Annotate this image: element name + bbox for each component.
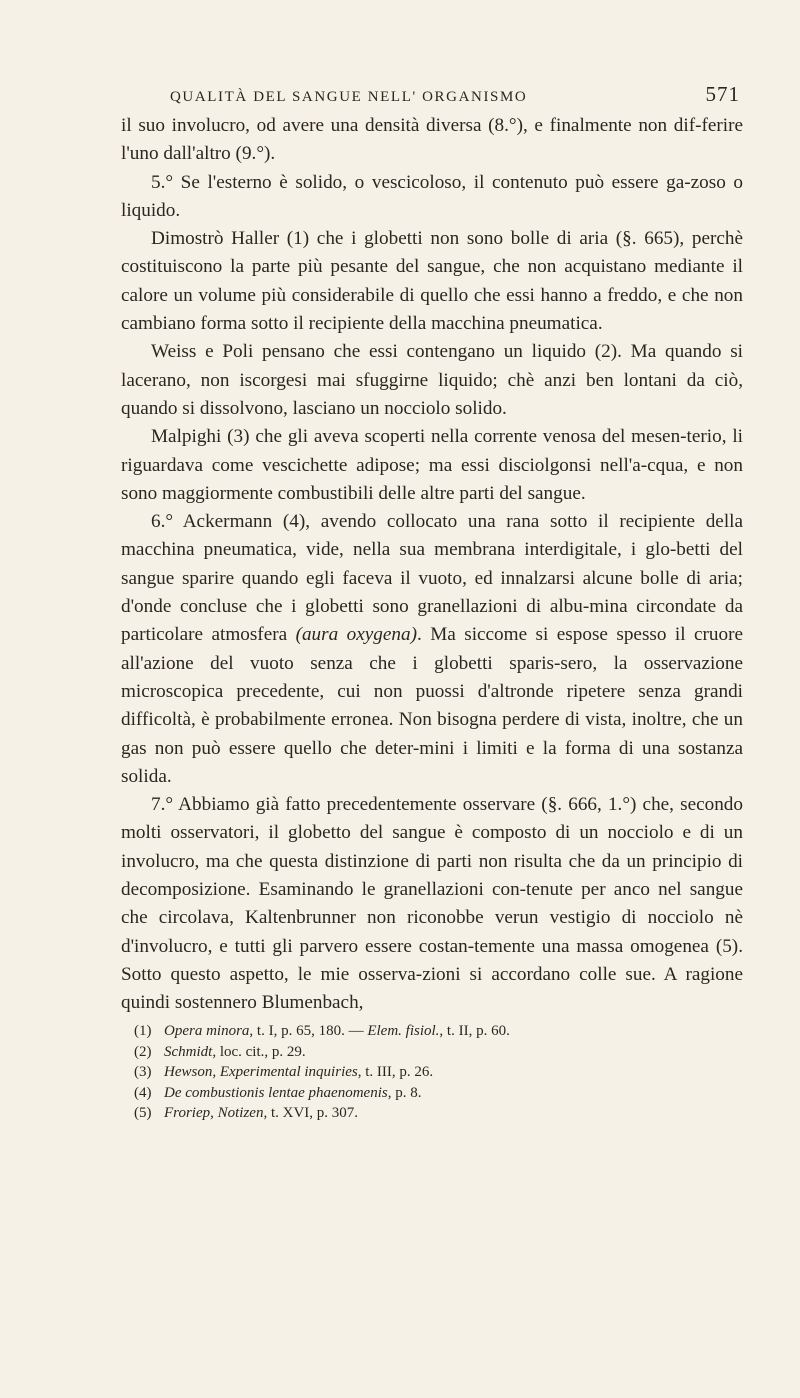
- footnote: [134, 1062, 734, 1083]
- footnote-mark: (3): [134, 1064, 152, 1080]
- running-head: QUALITÀ DEL SANGUE NELL' ORGANISMO: [170, 89, 528, 105]
- paragraph: il suo involucro, od avere una densità diversa (8.°), e finalmente non dif-ferire l'uno dall'altro (9.°).: [121, 115, 743, 165]
- footnote-text: [164, 1021, 510, 1042]
- footnotes: [134, 1021, 734, 1124]
- paragraph: 5.° Se l'esterno è solido, o vescicoloso, il contenuto può essere ga-zoso o liquido.: [121, 171, 743, 221]
- footnote-ref: , loc. cit., p. 29.: [212, 1043, 306, 1060]
- paragraph: 7.° Abbiamo già fatto precedentemente osservare (§. 666, 1.°) che, secondo molti osservatori, il globetto del sangue è composto di un nocciolo e di un involucro, ma che questa distinzione di parti non risulta che da un principio di decomposizione. Esaminando le granellazioni con-tenute per anco nel sangue che circolava, Kaltenbrunner non riconobbe verun vestigio di nocciolo nè d'involucro, e tutti gli parvero essere costan-temente una massa omogenea (5). Sotto questo aspetto, le mie osserva-zioni si accordano colle sue. A ragione quindi sostennero Blumenbach,: [121, 794, 743, 1014]
- footnote-text: [164, 1042, 306, 1063]
- page-header: [120, 82, 740, 107]
- footnote: [134, 1042, 734, 1063]
- page-number: 571: [705, 82, 740, 106]
- footnote-title: Hewson, Experimental inquiries: [164, 1064, 358, 1080]
- footnote-title: Elem. fisiol.: [367, 1023, 440, 1039]
- footnote: [134, 1083, 734, 1104]
- paragraph-text: . Ma siccome si espose spesso il cruore all'azione del vuoto senza che i globetti sparis-sero, la osservazione microscopica precedente, cui non puossi d'altronde ripetere senza grandi difficoltà, è probabilmente erronea. Non bisogna perdere di vista, inoltre, che un gas non può essere quello che deter-mini i limiti e la forma di una sostanza solida.: [121, 624, 744, 787]
- footnote-title: De combustionis lentae phaenomenis: [164, 1084, 388, 1101]
- footnote: [134, 1103, 734, 1124]
- footnote-ref: , t. III, p. 26.: [357, 1064, 434, 1080]
- footnote: [134, 1021, 734, 1042]
- footnote-mark: (5): [134, 1105, 152, 1121]
- footnote-mark: (4): [134, 1084, 152, 1101]
- footnote-ref: , t. XVI, p. 307.: [263, 1105, 359, 1121]
- footnote-title: Froriep, Notizen: [164, 1105, 264, 1121]
- paragraph-text: 6.° Ackermann (4), avendo collocato una rana sotto il recipiente della macchina pneumatica, vide, nella sua membrana interdigitale, i glo-betti del sangue sparire quando egli faceva il vuoto, ed innalzarsi alcune bolle di aria; d'onde concluse che i globetti sono granellazioni di albu-mina circondate da particolare atmosfera: [121, 511, 743, 646]
- footnote-text: [164, 1083, 421, 1104]
- footnote-text: [164, 1062, 433, 1083]
- paragraph: [121, 508, 743, 791]
- footnote-mark: (2): [134, 1043, 152, 1060]
- footnote-mark: (1): [134, 1023, 152, 1039]
- paragraph: Malpighi (3) che gli aveva scoperti nella corrente venosa del mesen-terio, li riguardava come vescichette adipose; ma essi disciolgonsi nell'a-cqua, e non sono maggiormente combustibili delle altre parti del sangue.: [121, 426, 743, 504]
- paragraph: Weiss e Poli pensano che essi contengano un liquido (2). Ma quando si lacerano, non iscorgesi mai sfuggirne liquido; chè anzi ben lontani da ciò, quando si dissolvono, lasciano un nocciolo solido.: [121, 341, 743, 419]
- footnote-ref: , t. I, p. 65, 180. —: [249, 1023, 368, 1039]
- footnote-ref: , p. 8.: [387, 1084, 422, 1101]
- footnote-title: Schmidt: [164, 1043, 213, 1060]
- footnote-title: Opera minora: [164, 1023, 250, 1039]
- body-text: [121, 112, 743, 1018]
- italic-term: (aura oxygena): [295, 624, 417, 646]
- footnote-text: [164, 1103, 358, 1124]
- paragraph: Dimostrò Haller (1) che i globetti non sono bolle di aria (§. 665), perchè costituiscono la parte più pesante del sangue, che non acquistano mediante il calore un volume più considerabile di quello che essi hanno a freddo, e che non cambiano forma sotto il recipiente della macchina pneumatica.: [121, 228, 743, 335]
- footnote-ref: , t. II, p. 60.: [439, 1023, 510, 1039]
